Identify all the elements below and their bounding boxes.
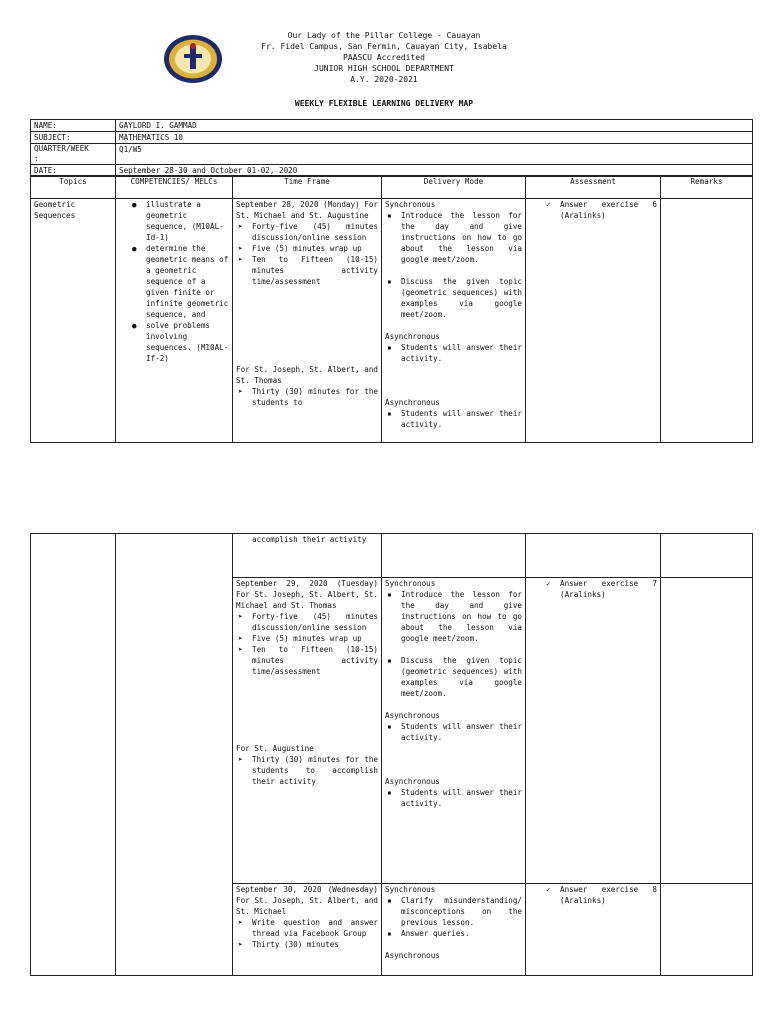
delivery-item: ▪ Answer queries.: [387, 929, 470, 938]
time-frame-heading: September 30, 2020 (Wednesday) For St. Joseph, St. Albert, and St. Michael: [236, 885, 378, 916]
sync-label: Synchronous: [385, 200, 436, 209]
time-item: ➤ Five (5) minutes wrap up: [238, 244, 362, 253]
col-header-assessment: Assessment: [526, 176, 661, 199]
delivery-item: ▪ Introduce the lesson for the day and give instructions on how to go about the lesson via google meet/zoom.: [387, 590, 522, 643]
topic-cell: Geometric Sequences: [31, 199, 116, 443]
async-label: Asynchronous: [385, 711, 440, 720]
date-label: DATE:: [31, 165, 116, 177]
campus-address: Fr. Fidel Campus, San Fermin, Cauayan City, Isabela: [261, 42, 507, 51]
time-item: ➤ Ten to Fifteen (10-15) minutes activity time/assessment: [238, 645, 378, 676]
delivery-map-table: [30, 175, 753, 443]
delivery-mode-cell: [382, 534, 526, 578]
time-frame-heading: For St. Joseph, St. Albert, and St. Thomas: [236, 365, 378, 385]
academic-year: A.Y. 2020-2021: [350, 75, 418, 84]
delivery-item: ▪ Students will answer their activity.: [387, 788, 522, 808]
assessment-item: ✓ Answer exercise 6 (Aralinks): [546, 200, 657, 220]
col-header-competencies: COMPETENCIES/ MELCs: [116, 176, 233, 199]
delivery-item: ▪ Discuss the given topic (geometric sequences) with examples via google meet/zoom.: [387, 277, 522, 319]
name-value: GAYLORD I. GAMMAD: [116, 120, 753, 132]
remarks-cell: [661, 534, 753, 578]
col-header-remarks: Remarks: [661, 176, 753, 199]
time-frame-heading: For St. Augustine: [236, 744, 314, 753]
delivery-item: ▪ Introduce the lesson for the day and give instructions on how to go about the lesson via google meet/zoom.: [387, 211, 522, 264]
competencies-cell: [116, 534, 233, 976]
time-item: ➤ Thirty (30) minutes: [238, 940, 339, 949]
delivery-mode-cell: [382, 884, 526, 976]
sync-label: Synchronous: [385, 579, 436, 588]
sync-label: Synchronous: [385, 885, 436, 894]
delivery-mode-cell: [382, 578, 526, 884]
quarter-value: Q1/W5: [116, 144, 753, 165]
quarter-label: QUARTER/WEEK :: [31, 144, 116, 165]
assessment-cell: [526, 578, 661, 884]
async-label: Asynchronous: [385, 332, 440, 341]
time-frame-cell: [233, 578, 382, 884]
time-item: ➤ Five (5) minutes wrap up: [238, 634, 362, 643]
time-item: ➤ Forty-five (45) minutes discussion/online session: [238, 612, 378, 632]
time-item: ➤ Forty-five (45) minutes discussion/online session: [238, 222, 378, 242]
delivery-item: ▪ Students will answer their activity.: [387, 343, 522, 363]
remarks-cell: [661, 199, 753, 443]
competency-item: ● solve problems involving sequences. (M10AL-If-2): [132, 321, 229, 363]
date-value: September 28-30 and October 01-02, 2020: [116, 165, 753, 177]
competency-item: ● illustrate a geometric sequence, (M10AL-Id-1): [132, 200, 224, 242]
remarks-cell: [661, 884, 753, 976]
delivery-item: ▪ Students will answer their activity.: [387, 722, 522, 742]
col-header-delivery-mode: Delivery Mode: [382, 176, 526, 199]
school-name: Our Lady of the Pillar College - Cauayan: [287, 31, 481, 40]
time-item: ➤ Ten to Fifteen (10-15) minutes activity time/assessment: [238, 255, 378, 286]
department: JUNIOR HIGH SCHOOL DEPARTMENT: [314, 64, 454, 73]
subject-value: MATHEMATICS 10: [116, 132, 753, 144]
time-item: ➤ Thirty (30) minutes for the students to: [238, 387, 378, 407]
delivery-item: ▪ Discuss the given topic (geometric sequences) with examples via google meet/zoom.: [387, 656, 522, 698]
info-table: [30, 119, 753, 177]
delivery-item: ▪ Clarify misunderstanding/ misconceptions on the previous lesson.: [387, 896, 522, 927]
async-label: Asynchronous: [385, 398, 440, 407]
time-frame-cell: [233, 884, 382, 976]
name-label: NAME:: [31, 120, 116, 132]
delivery-map-table-page2: [30, 533, 753, 976]
remarks-cell: [661, 578, 753, 884]
time-item: ➤ Thirty (30) minutes for the students to accomplish their activity: [238, 755, 378, 786]
accreditation: PAASCU Accredited: [343, 53, 425, 62]
assessment-cell: [526, 199, 661, 443]
delivery-mode-cell: [382, 199, 526, 443]
assessment-item: ✓ Answer exercise 8 (Aralinks): [546, 885, 657, 905]
time-frame-heading: September 28, 2020 (Monday) For St. Michael and St. Augustine: [236, 200, 378, 220]
time-frame-cell: accomplish their activity: [233, 534, 382, 578]
time-frame-heading: September 29, 2020 (Tuesday) For St. Joseph, St. Albert, St. Michael and St. Thomas: [236, 579, 378, 610]
async-label: Asynchronous: [385, 777, 440, 786]
assessment-item: ✓ Answer exercise 7 (Aralinks): [546, 579, 657, 599]
async-label: Asynchronous: [385, 951, 440, 960]
time-item: ➤ Write question and answer thread via Facebook Group: [238, 918, 378, 938]
document-title: WEEKLY FLEXIBLE LEARNING DELIVERY MAP: [294, 99, 474, 108]
competencies-cell: [116, 199, 233, 443]
topic-cell: [31, 534, 116, 976]
competency-item: ● determine the geometric means of a geometric sequence of a given finite or infinite geometric sequence, and: [132, 244, 229, 319]
time-frame-cell: [233, 199, 382, 443]
col-header-time-frame: Time Frame: [233, 176, 382, 199]
assessment-cell: [526, 884, 661, 976]
col-header-topics: Topics: [31, 176, 116, 199]
assessment-cell: [526, 534, 661, 578]
delivery-item: ▪ Students will answer their activity.: [387, 409, 522, 429]
subject-label: SUBJECT:: [31, 132, 116, 144]
